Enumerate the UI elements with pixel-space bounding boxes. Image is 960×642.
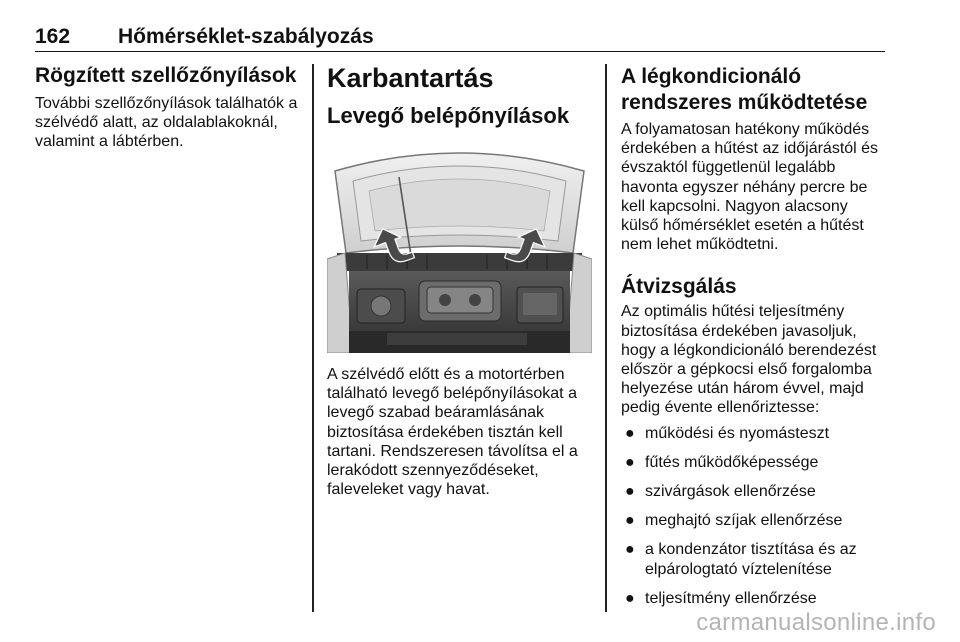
section-text-fixed-vents: További szellőzőnyílások találhatók a szélvédő alatt, az oldalablakoknál, valamint a lábtérben.: [35, 95, 298, 151]
list-item: ● fűtés működőképessége: [625, 453, 819, 471]
list-item: ● működési és nyomásteszt: [625, 424, 830, 442]
section-heading-inspection: Átvizsgálás: [621, 275, 737, 299]
bullet-icon: ●: [625, 512, 635, 530]
list-item: ● szivárgások ellenőrzése: [625, 483, 816, 501]
page-number: 162: [35, 25, 71, 48]
inspection-checklist: [621, 424, 887, 608]
section-text-ac-operation: A folyamatosan hatékony működés érdekében a hűtést az időjárástól és évszaktól függetlenül legalább havonta egyszer néhány percre be kell kapcsolni. Nagyon alacsony külső hőmérséklet esetén a hűtést nem lehet működtetni.: [621, 121, 879, 254]
page-header: [35, 25, 885, 52]
bullet-icon: ●: [625, 541, 635, 559]
section-heading-fixed-vents: Rögzített szellőzőnyílások: [35, 64, 297, 87]
column-3: [621, 64, 887, 618]
list-item: ● teljesítmény ellenőrzése: [625, 589, 817, 607]
column-1: [35, 64, 305, 152]
section-text-air-inlets: A szélvédő előtt és a motortérben található levegő belépőnyílásokat a levegő szabad beáramlásának biztosítása érdekében tisztán kell tartani. Rendszeresen távolítsa el a lerakódott szennyeződéseket, faleveleket vagy havat.: [327, 366, 578, 499]
bullet-icon: ●: [625, 453, 635, 471]
subsection-heading-air-inlets: Levegő belépőnyílások: [327, 103, 570, 128]
bullet-icon: ●: [625, 589, 635, 607]
column-divider: [312, 64, 314, 612]
chapter-title: Hőmérséklet-szabályozás: [118, 25, 374, 48]
bullet-icon: ●: [625, 424, 635, 442]
section-heading-ac-operation: A légkondicionáló rendszeres működtetése: [621, 65, 868, 114]
list-item: ● a kondenzátor tisztítása és az elpárologtató víztelenítése: [625, 541, 857, 578]
bullet-icon: ●: [625, 483, 635, 501]
column-2: [327, 64, 593, 499]
column-divider: [605, 64, 607, 612]
section-title-maintenance: Karbantartás: [327, 63, 494, 93]
watermark: carmanualsonline.info: [696, 609, 936, 636]
section-text-inspection: Az optimális hűtési teljesítmény biztosítása érdekében javasoljuk, hogy a légkondicionáló berendezést először a gépkocsi első forgalomba helyezése után három évvel, majd pedig évente ellenőriztesse:: [621, 303, 877, 417]
list-item: ● meghajtó szíjak ellenőrzése: [625, 512, 843, 530]
engine-bay-photo: [327, 141, 592, 353]
